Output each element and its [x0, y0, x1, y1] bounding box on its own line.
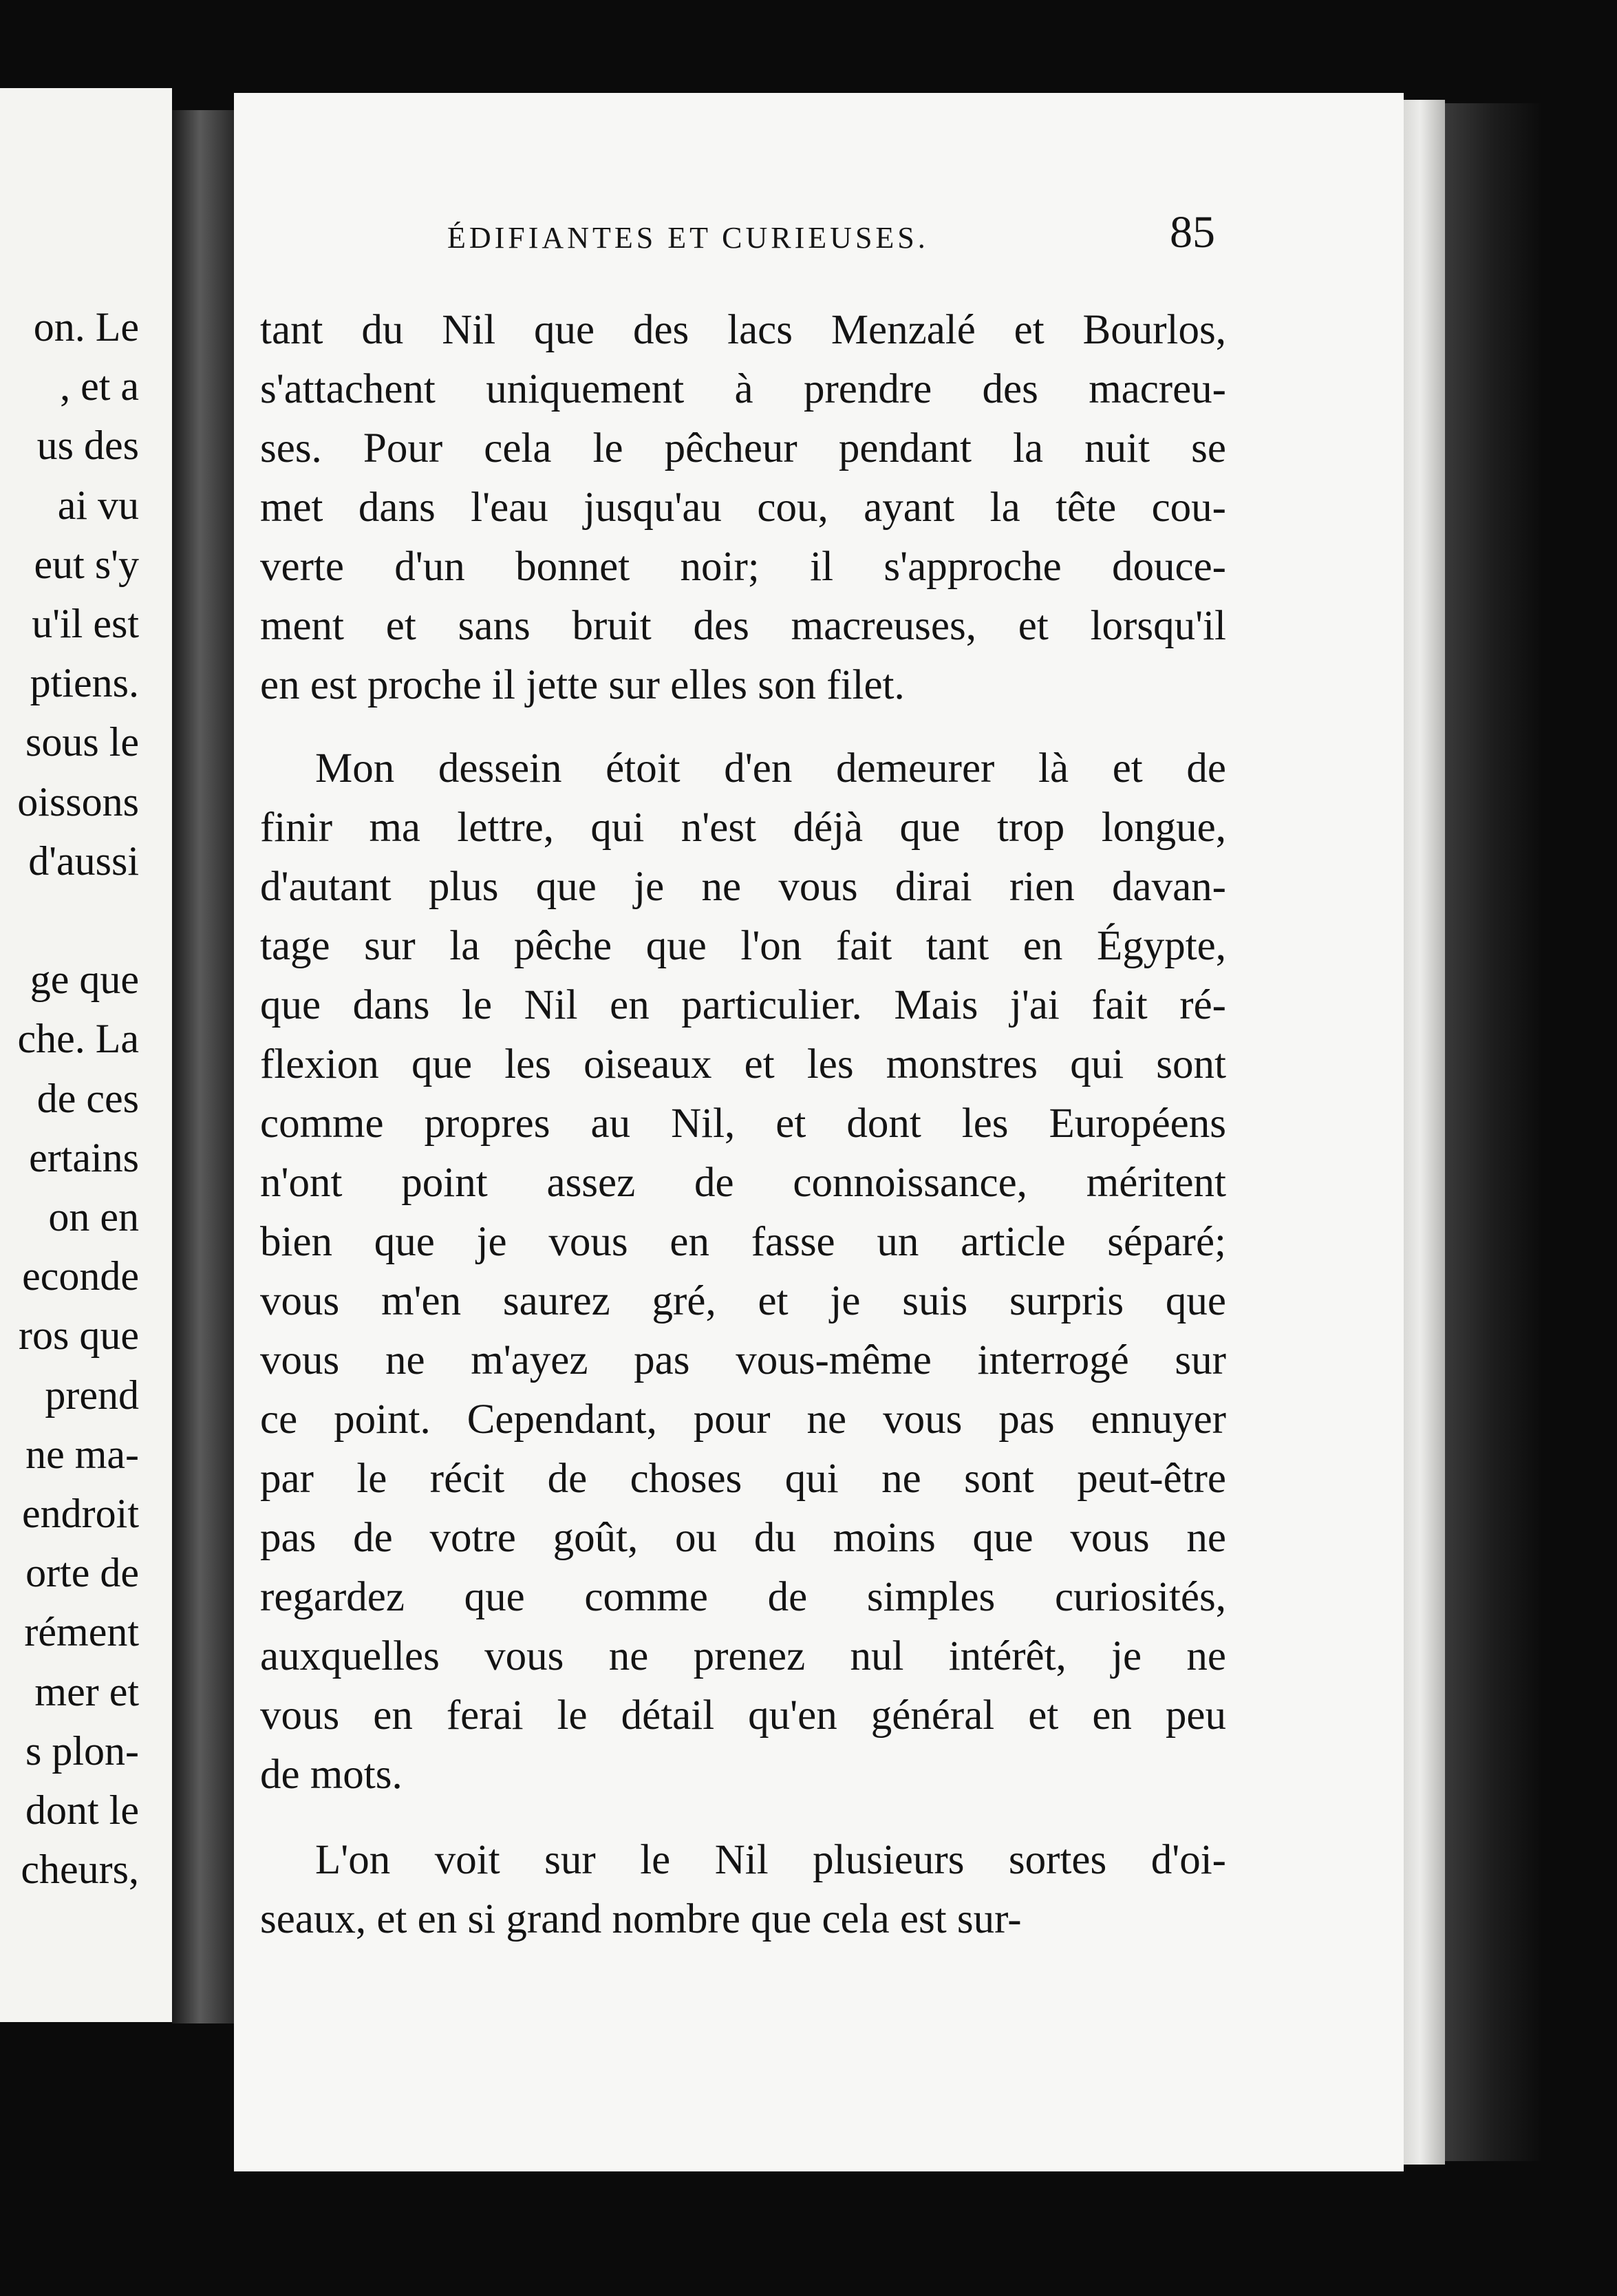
- text-line: ce point. Cependant, pour ne vous pas ennuyer: [260, 1396, 1226, 1443]
- text-line: par le récit de choses qui ne sont peut-être: [260, 1456, 1226, 1502]
- left-page-line: econde: [22, 1253, 139, 1299]
- text-line: Mon dessein étoit d'en demeurer là et de: [315, 745, 1226, 791]
- left-page-line: dont le: [25, 1787, 139, 1833]
- left-page-line: oissons: [17, 778, 139, 825]
- text-line: d'autant plus que je ne vous dirai rien davan-: [260, 864, 1226, 910]
- text-line: tant du Nil que des lacs Menzalé et Bourlos,: [260, 307, 1226, 353]
- text-line: seaux, et en si grand nombre que cela est sur-: [260, 1896, 1022, 1942]
- left-page-line: sous le: [25, 719, 139, 765]
- text-line: flexion que les oiseaux et les monstres qui sont: [260, 1041, 1226, 1087]
- text-line: en est proche il jette sur elles son filet.: [260, 662, 905, 708]
- text-line: vous en ferai le détail qu'en général et en peu: [260, 1692, 1226, 1739]
- left-page-line: ros que: [19, 1312, 139, 1359]
- left-page-line: ertains: [29, 1134, 139, 1180]
- text-line: L'on voit sur le Nil plusieurs sortes d'oi-: [315, 1837, 1226, 1883]
- text-line: bien que je vous en fasse un article séparé;: [260, 1219, 1226, 1265]
- text-line: ses. Pour cela le pêcheur pendant la nuit se: [260, 425, 1226, 471]
- text-line: verte d'un bonnet noir; il s'approche douce-: [260, 544, 1226, 590]
- text-line: comme propres au Nil, et dont les Européens: [260, 1101, 1226, 1147]
- left-page-line: ge que: [30, 957, 139, 1003]
- text-line: finir ma lettre, qui n'est déjà que trop longue,: [260, 805, 1226, 851]
- text-line: auxquelles vous ne prenez nul intérêt, je ne: [260, 1633, 1226, 1679]
- text-line: ment et sans bruit des macreuses, et lorsqu'il: [260, 603, 1226, 649]
- text-line: de mots.: [260, 1752, 403, 1798]
- text-line: regardez que comme de simples curiosités,: [260, 1574, 1226, 1620]
- left-page-line: endroit: [22, 1491, 139, 1536]
- left-page-line: rément: [24, 1609, 139, 1655]
- book-cover-edge: [1445, 103, 1541, 2161]
- text-line: n'ont point assez de connoissance, méritent: [260, 1160, 1226, 1206]
- left-page-line: orte de: [25, 1550, 139, 1596]
- text-line: vous ne m'ayez pas vous-même interrogé sur: [260, 1337, 1226, 1383]
- page-edge: [1404, 100, 1445, 2165]
- left-page-line: de ces: [36, 1075, 139, 1121]
- left-page-line: ptiens.: [30, 660, 139, 706]
- book-gutter: [172, 110, 234, 2023]
- left-page-line: prend: [45, 1372, 139, 1418]
- left-page-fragment: [0, 88, 172, 2022]
- text-line: s'attachent uniquement à prendre des macreu-: [260, 366, 1226, 412]
- left-page-line: us des: [36, 423, 139, 469]
- page-number: 85: [1170, 207, 1215, 257]
- text-line: tage sur la pêche que l'on fait tant en Égypte,: [260, 923, 1226, 969]
- left-page-line: ne ma-: [25, 1431, 139, 1477]
- text-line: met dans l'eau jusqu'au cou, ayant la tête cou-: [260, 485, 1226, 531]
- text-line: que dans le Nil en particulier. Mais j'ai fait ré-: [260, 982, 1226, 1028]
- left-page-line: d'aussi: [28, 838, 139, 884]
- text-line: vous m'en saurez gré, et je suis surpris que: [260, 1278, 1226, 1324]
- left-page-line: on. Le: [33, 304, 139, 350]
- running-head: ÉDIFIANTES ET CURIEUSES.: [447, 221, 929, 255]
- left-page-line: , et a: [60, 363, 139, 410]
- left-page-line: ai vu: [57, 482, 139, 528]
- left-page-line: s plon-: [25, 1728, 139, 1774]
- left-page-line: che. La: [17, 1016, 139, 1062]
- left-page-line: on en: [48, 1194, 139, 1240]
- left-page-line: cheurs,: [21, 1847, 139, 1893]
- left-page-line: eut s'y: [34, 541, 139, 587]
- left-page-line: mer et: [34, 1668, 139, 1714]
- text-line: pas de votre goût, ou du moins que vous ne: [260, 1515, 1226, 1561]
- left-page-line: u'il est: [32, 601, 139, 646]
